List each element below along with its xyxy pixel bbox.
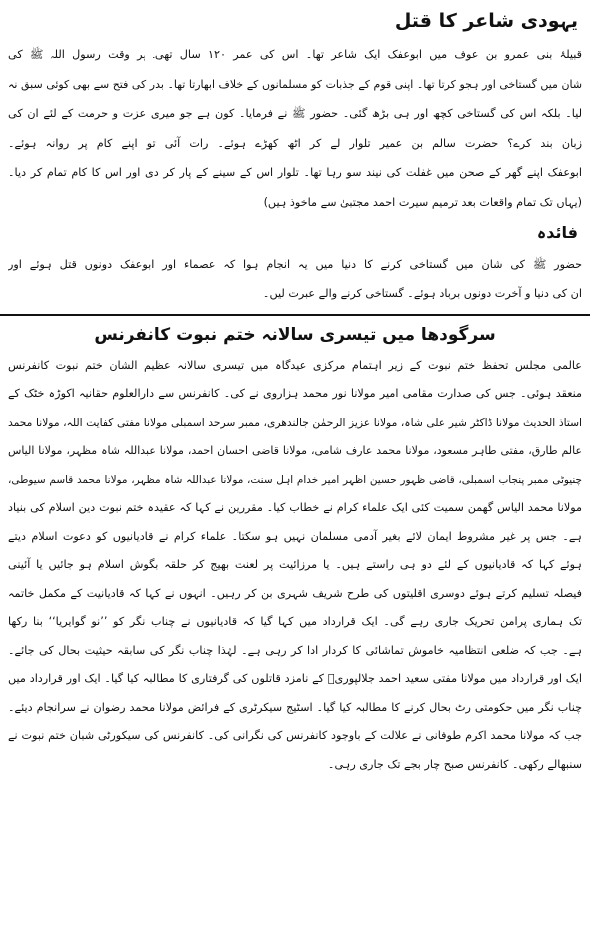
text-line: چناب نگر میں حکومتی رٹ بحال کرنے کا مطالبہ کیا گیا۔ اسٹیج سیکرٹری کے فرائض مولانا محمد رضوان نے سرانجام دیئے۔ <box>8 700 582 714</box>
article-paragraph <box>8 40 582 218</box>
text-line: شان میں گستاخی اور ہجو کرتا تھا۔ اپنی قوم کے جذبات کو مسلمانوں کے خلاف ابھارتا تھا۔ بدر کی فتح سے بھی کوئی سبق نہ <box>8 77 582 91</box>
text-line: زبان بند کرے؟ حضرت سالم بن عمیر تلوار لے کر اٹھ کھڑے ہوئے۔ رات آئی تو اپنے کام پر روانہ ہوئے۔ <box>8 136 582 150</box>
benefit-subheading: فائدہ <box>536 222 578 242</box>
text-line: حضور ﷺ کی شان میں گستاخی کرنے کا دنیا میں یہ انجام ہوا کہ عصماء اور ابوعفک دونوں قتل ہوئے اور <box>8 257 582 271</box>
article-title-conference: سرگودھا میں تیسری سالانہ ختم نبوت کانفرنس <box>94 324 496 345</box>
text-line: لیا۔ بلکہ اس کی گستاخی کچھ اور ہی بڑھ گئی۔ حضور ﷺ نے فرمایا۔ کون ہے جو میری عزت و حرمت کے لئے ان کی <box>8 107 582 121</box>
article-title-jewish-poet: یہودی شاعر کا قتل <box>394 10 578 32</box>
source-note: (یہاں تک تمام واقعات بعد ترمیم سیرت احمد مجتبیٰ سے ماخوذ ہیں) <box>263 195 582 209</box>
text-line: ابوعفک اپنے گھر کے صحن میں غفلت کی نیند سو رہا تھا۔ تلوار اس کے سینے کے پار کر دی اور اس کا کام تمام کر دیا۔ <box>8 166 582 180</box>
text-line: ان کی دنیا و آخرت دونوں برباد ہوئے۔ گستاخی کرنے والے عبرت لیں۔ <box>262 286 582 300</box>
text-line: ہوئے کہا کہ قادیانیوں کے لئے دو ہی راستے ہیں۔ یا مرزائیت پر لعنت بھیج کر حلقہ بگوش اسلام ہو جائیں یا آئینی <box>8 558 582 572</box>
text-line: چنیوٹی ممبر پنجاب اسمبلی، قاضی ظہور حسین اظہر امیر خدام اہل سنت، مولانا عبداللہ شاہ مظہر، مولانا محمد قاسم سیوطی، <box>8 473 582 486</box>
text-line: استاذ الحدیث مولانا ڈاکٹر شیر علی شاہ، مولانا عزیز الرحمٰن جالندھری، ممبر سرحد اسمبلی مولانا مفتی کفایت اللہ، مولانا محمد <box>8 415 582 429</box>
text-line: عالم طارق، مفتی طاہر مسعود، مولانا محمد عارف شامی، مولانا قاضی احسان احمد، مولانا عبداللہ شاہ مظہر، مولانا الیاس <box>8 444 582 458</box>
text-line: جب کہ مولانا محمد اکرم طوفانی نے علالت کے باوجود کانفرنس کی نگرانی کی۔ کانفرنس کی سیکورٹی شبان ختم نبوت نے <box>8 729 582 743</box>
text-line: مولانا محمد الیاس گھمن سمیت کئی ایک علماء کرام نے خطاب کیا۔ مقررین نے کہا کہ عقیدہ ختم نبوت دین اسلام کی بنیاد <box>8 501 582 515</box>
text-line: عالمی مجلس تحفظ ختم نبوت کے زیر اہتمام مرکزی عیدگاہ میں تیسری سالانہ عظیم الشان ختم نبوت کانفرنس <box>8 358 582 372</box>
text-line: ہے۔ جب کہ ضلعی انتظامیہ خاموش تماشائی کا کردار ادا کر رہی ہے۔ لہٰذا چناب نگر کی سابقہ حیثیت بحال کی جائے۔ <box>8 643 582 657</box>
benefit-paragraph <box>8 250 582 308</box>
text-line: منعقد ہوئی۔ جس کی صدارت مقامی امیر مولانا نور محمد ہزاروی نے کی۔ کانفرنس سے دارالعلوم حقانیہ اکوڑہ خٹک کے <box>8 387 582 401</box>
text-line: تک ہماری پرامن تحریک جاری رہے گی۔ ایک قرارداد میں کہا گیا کہ قادیانیوں نے چناب نگر کو ’’نو گوایریا‘‘ بنا رکھا <box>8 615 582 629</box>
text-line: قبیلۂ بنی عمرو بن عوف میں ابوعفک ایک شاعر تھا۔ اس کی عمر ۱۲۰ سال تھی۔ ہر وقت رسول اللہ ﷺ کی <box>8 48 582 61</box>
text-line: ہے۔ جس پر غیر مشروط ایمان لائے بغیر آدمی مسلمان نہیں ہو سکتا۔ علماء کرام نے قادیانیوں کو دعوت اسلام دیتے <box>8 529 582 543</box>
text-line: فیصلہ تسلیم کرتے ہوئے دوسری اقلیتوں کی طرح شریف شہری بن کر رہیں۔ انہوں نے کہا کہ قادیانیت کے مکمل خاتمہ <box>8 586 582 600</box>
text-line: سنبھالے رکھی۔ کانفرنس صبح چار بجے تک جاری رہی۔ <box>327 757 582 771</box>
section-divider <box>0 314 590 316</box>
conference-paragraph <box>8 352 582 780</box>
text-line: ایک اور قرارداد میں مولانا مفتی سعید احمد جلالپوریؒ کے نامزد قاتلوں کی گرفتاری کا مطالبہ کیا گیا۔ ایک اور قرارداد میں <box>8 672 582 686</box>
